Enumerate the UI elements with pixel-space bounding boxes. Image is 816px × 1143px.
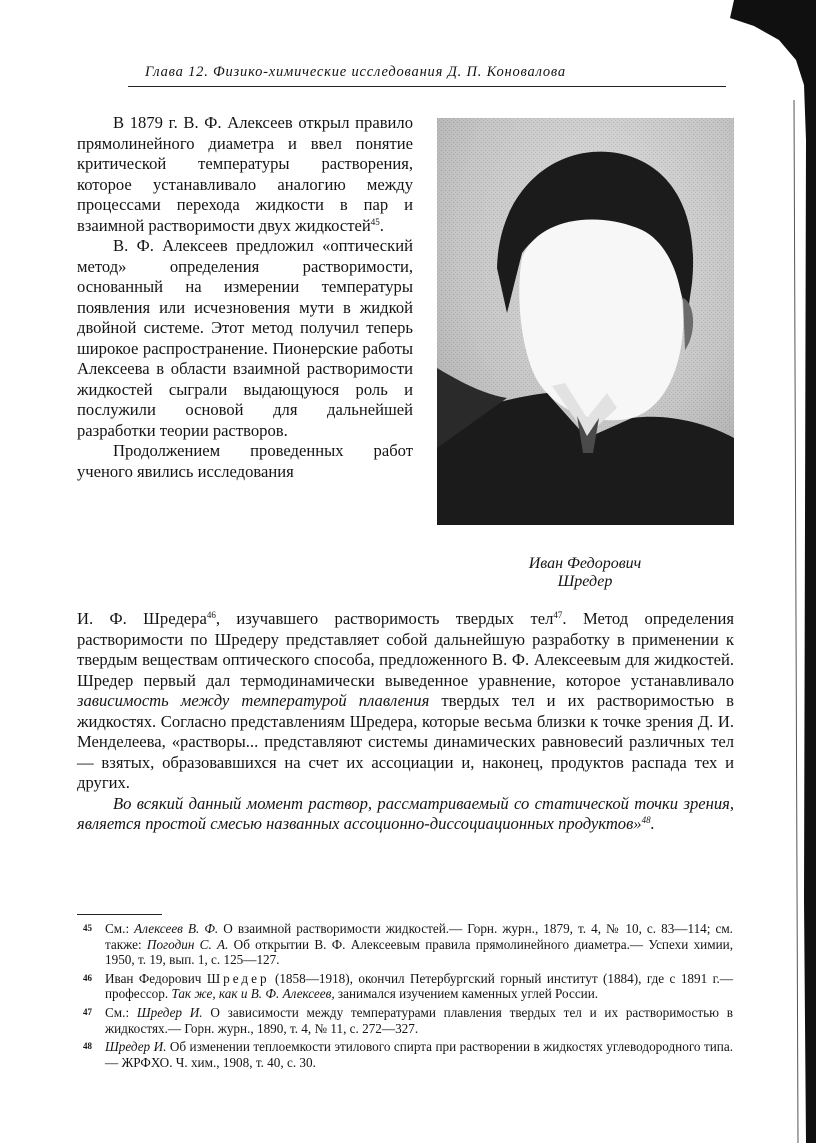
- footnote-46: 46 Иван Федорович Шредер (1858—1918), окончил Петербургский горный институт (1884), где с 1891 г.— профессор. Так же, как и В. Ф. Алексеев, занимался изучением каменных углей России.: [83, 970, 733, 1002]
- running-title: Глава 12. Физико-химические исследования Д. П. Коновалова: [145, 64, 566, 80]
- portrait-photo: [437, 118, 734, 525]
- footnotes: [83, 921, 733, 1073]
- paragraph-alekseev-1: В 1879 г. В. Ф. Алексеев открыл правило прямолинейного диаметра и ввел понятие критической температуры растворения, которое устанавливало аналогию между процессами перехода жидкости в пар и взаимной растворимости двух жидкостей$^{45}$.: [77, 113, 413, 235]
- header-rule: [128, 86, 726, 87]
- paragraph-alekseev-2: В. Ф. Алексеев предложил «оптический метод» определения растворимости, основанный на измерении температуры появления или исчезновения мути в жидкой двойной системе. Этот метод получил теперь широкое распространение. Пионерские работы Алексеева в области взаимной растворимости жидкостей сыграли выдающуюся роль и послужили основой для дальнейшей разработки теории растворов.: [77, 236, 413, 440]
- scan-edge: [724, 0, 816, 1143]
- caption-surname: Шредер: [557, 573, 613, 590]
- caption-name: Иван Федорович: [528, 555, 642, 572]
- footnote-48: 48 Шредер И. Об изменении теплоемкости этилового спирта при растворении в жидкостях углеводородного типа.— ЖРФХО. Ч. хим., 1908, т. 40, с. 30.: [83, 1039, 733, 1070]
- full-width-text: [77, 609, 734, 835]
- left-column-text: [77, 113, 413, 482]
- footnote-rule: [77, 914, 162, 915]
- footnote-45: 45 См.: Алексеев В. Ф. О взаимной растворимости жидкостей.— Горн. журн., 1879, т. 4, № 10, с. 83—114; см. также: Погодин С. А. Об открытии В. Ф. Алексеевым правила прямолинейного диаметра.— Успехи химии, 1950, т. 19, вып. 1, с. 125—127.: [83, 921, 733, 968]
- photo-caption: [482, 555, 688, 591]
- paragraph-quote: Во всякий данный момент раствор, рассматриваемый со статической точки зрения, является простой смесью названных ассоционно-диссоциационных продуктов»$^{48}$.: [77, 793, 734, 833]
- paragraph-schroeder-method: И. Ф. Шредера$^{46}$, изучавшего растворимость твердых тел$^{47}$. Метод определения растворимости по Шредеру представляет собой дальнейшую разработку в применении к твердым веществам оптического способа, предложенного В. Ф. Алексеевым для жидкостей. Шредер первый дал термодинамически выведенное уравнение, которое устанавливало зависимость между температурой плавления твердых тел и их растворимостью в жидкостях. Согласно представлениям Шредера, которые весьма близки к точке зрения Д. И. Менделеева, «растворы... представляют системы динамических равновесий различных тел — взятых, образовавшихся на счет их ассоциации и, наконец, продуктов распада тех и других.: [77, 609, 735, 792]
- paragraph-schroeder-intro: Продолжением проведенных работ ученого явились исследования: [77, 441, 413, 481]
- footnote-47: 47 См.: Шредер И. О зависимости между температурами плавления твердых тел и их растворимостью в жидкостях.— Горн. журн., 1890, т. 4, № 11, с. 272—327.: [83, 1004, 733, 1036]
